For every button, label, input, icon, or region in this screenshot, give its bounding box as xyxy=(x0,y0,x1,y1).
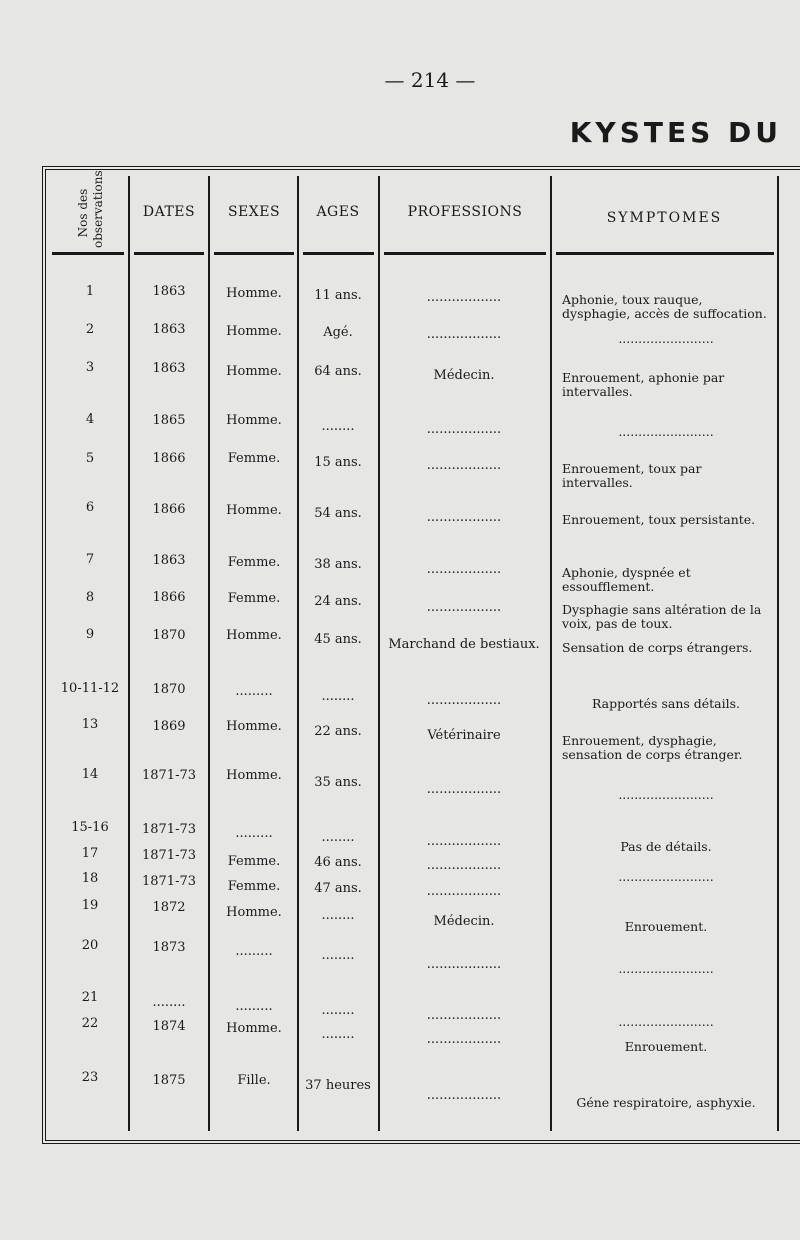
date-cell: 1866 xyxy=(152,590,186,605)
sex-cell: Femme. xyxy=(227,879,281,894)
obs-number: 1 xyxy=(85,284,95,299)
obs-number: 17 xyxy=(81,846,99,861)
sex-cell: Homme. xyxy=(226,503,282,518)
symptom-cell: Enrouement. xyxy=(624,919,708,934)
sex-cell: Homme. xyxy=(226,719,282,734)
age-cell: 15 ans. xyxy=(314,455,362,470)
sex-cell: ......... xyxy=(235,684,273,699)
header-observations-line1: Nos des xyxy=(76,188,90,238)
sex-cell: Femme. xyxy=(227,555,281,570)
date-cell: 1873 xyxy=(152,940,186,955)
header-professions: PROFESSIONS xyxy=(407,204,523,220)
date-cell: 1874 xyxy=(152,1019,186,1034)
obs-number: 19 xyxy=(81,898,99,913)
obs-number: 8 xyxy=(85,590,95,605)
symptom-cell: ........................ xyxy=(618,331,714,346)
column-divider xyxy=(208,176,210,1131)
profession-cell: .................. xyxy=(426,562,502,577)
date-cell: 1869 xyxy=(152,719,186,734)
symptom-cell: Enrouement, aphonie par intervalles. xyxy=(562,370,725,399)
obs-number: 10-11-12 xyxy=(60,681,120,696)
header-rule xyxy=(134,252,204,255)
profession-cell: .................. xyxy=(426,458,502,473)
sex-cell: Femme. xyxy=(227,854,281,869)
obs-number: 6 xyxy=(85,500,95,515)
header-observations-line2: observations xyxy=(91,170,105,248)
age-cell: ........ xyxy=(321,830,355,845)
column-divider xyxy=(297,176,299,1131)
date-cell: 1871-73 xyxy=(141,874,197,889)
profession-cell: .................. xyxy=(426,884,502,899)
profession-cell: .................. xyxy=(426,1088,502,1103)
age-cell: 46 ans. xyxy=(314,855,362,870)
column-divider xyxy=(378,176,380,1131)
sex-cell: Femme. xyxy=(227,591,281,606)
column-divider xyxy=(128,176,130,1131)
obs-number: 13 xyxy=(81,717,99,732)
age-cell: ........ xyxy=(321,1027,355,1042)
sex-cell: Homme. xyxy=(226,628,282,643)
age-cell: 54 ans. xyxy=(314,506,362,521)
obs-number: 2 xyxy=(85,322,95,337)
header-symptomes: SYMPTOMES xyxy=(606,210,723,226)
header-rule xyxy=(303,252,374,255)
age-cell: ........ xyxy=(321,908,355,923)
profession-cell: .................. xyxy=(426,693,502,708)
obs-number: 15-16 xyxy=(71,820,109,835)
date-cell: 1871-73 xyxy=(141,822,197,837)
symptom-cell: Aphonie, dyspnée et essoufflement. xyxy=(562,565,691,594)
profession-cell: .................. xyxy=(426,327,502,342)
profession-cell: .................. xyxy=(426,422,502,437)
symptom-cell: ........................ xyxy=(618,787,714,802)
date-cell: 1871-73 xyxy=(141,848,197,863)
symptom-cell: Enrouement, dysphagie, sensation de corps étranger. xyxy=(562,733,743,762)
age-cell: ........ xyxy=(321,1003,355,1018)
obs-number: 20 xyxy=(81,938,99,953)
profession-cell: .................. xyxy=(426,1032,502,1047)
age-cell: 47 ans. xyxy=(314,881,362,896)
column-divider xyxy=(777,176,779,1131)
sex-cell: Homme. xyxy=(226,1021,282,1036)
symptom-cell: Rapportés sans détails. xyxy=(591,696,741,711)
sex-cell: Homme. xyxy=(226,905,282,920)
date-cell: 1870 xyxy=(152,628,186,643)
running-title: KYSTES DU xyxy=(569,116,782,149)
header-ages: AGES xyxy=(316,204,360,220)
symptom-cell: ........................ xyxy=(618,1014,714,1029)
sex-cell: ......... xyxy=(235,944,273,959)
obs-number: 5 xyxy=(85,451,95,466)
symptom-cell: Enrouement, toux persistante. xyxy=(562,512,756,527)
profession-cell: Marchand de bestiaux. xyxy=(388,637,540,652)
profession-cell: .................. xyxy=(426,600,502,615)
header-sexes: SEXES xyxy=(227,204,281,220)
date-cell: 1863 xyxy=(152,322,186,337)
age-cell: 45 ans. xyxy=(314,632,362,647)
obs-number: 21 xyxy=(81,990,99,1005)
age-cell: 64 ans. xyxy=(314,364,362,379)
profession-cell: Vétérinaire xyxy=(427,728,501,743)
sex-cell: Fille. xyxy=(237,1073,271,1088)
date-cell: 1866 xyxy=(152,502,186,517)
age-cell: ........ xyxy=(321,419,355,434)
profession-cell: .................. xyxy=(426,957,502,972)
age-cell: 38 ans. xyxy=(314,557,362,572)
age-cell: 24 ans. xyxy=(314,594,362,609)
sex-cell: ......... xyxy=(235,826,273,841)
sex-cell: ......... xyxy=(235,999,273,1014)
symptom-cell: ........................ xyxy=(618,869,714,884)
header-rule xyxy=(556,252,774,255)
obs-number: 7 xyxy=(85,552,95,567)
symptom-cell: Sensation de corps étrangers. xyxy=(562,640,753,655)
profession-cell: .................. xyxy=(426,834,502,849)
date-cell: 1866 xyxy=(152,451,186,466)
symptom-cell: Enrouement. xyxy=(624,1039,708,1054)
age-cell: ........ xyxy=(321,689,355,704)
date-cell: ........ xyxy=(152,995,186,1010)
age-cell: Agé. xyxy=(323,325,353,340)
age-cell: 37 heures xyxy=(305,1078,371,1093)
date-cell: 1863 xyxy=(152,284,186,299)
header-rule xyxy=(214,252,294,255)
page-number: — 214 — xyxy=(384,68,476,92)
date-cell: 1871-73 xyxy=(141,768,197,783)
obs-number: 18 xyxy=(81,871,99,886)
symptom-cell: Enrouement, toux par intervalles. xyxy=(562,461,702,490)
profession-cell: .................. xyxy=(426,1008,502,1023)
profession-cell: .................. xyxy=(426,510,502,525)
profession-cell: Médecin. xyxy=(433,368,495,383)
sex-cell: Homme. xyxy=(226,364,282,379)
age-cell: 11 ans. xyxy=(314,288,362,303)
profession-cell: .................. xyxy=(426,782,502,797)
symptom-cell: Aphonie, toux rauque, dysphagie, accès de suffocation. xyxy=(562,292,767,321)
date-cell: 1870 xyxy=(152,682,186,697)
column-divider xyxy=(550,176,552,1131)
obs-number: 3 xyxy=(85,360,95,375)
profession-cell: .................. xyxy=(426,858,502,873)
date-cell: 1875 xyxy=(152,1073,186,1088)
age-cell: 22 ans. xyxy=(314,724,362,739)
age-cell: 35 ans. xyxy=(314,775,362,790)
sex-cell: Homme. xyxy=(226,413,282,428)
sex-cell: Femme. xyxy=(227,451,281,466)
age-cell: ........ xyxy=(321,948,355,963)
sex-cell: Homme. xyxy=(226,286,282,301)
header-observations xyxy=(56,170,126,248)
obs-number: 14 xyxy=(81,767,99,782)
symptom-cell: Pas de détails. xyxy=(620,839,712,854)
header-rule xyxy=(52,252,124,255)
header-dates: DATES xyxy=(142,204,196,220)
date-cell: 1863 xyxy=(152,553,186,568)
symptom-cell: Dysphagie sans altération de la voix, pas de toux. xyxy=(562,602,762,631)
date-cell: 1872 xyxy=(152,900,186,915)
symptom-cell: Géne respiratoire, asphyxie. xyxy=(576,1095,756,1110)
date-cell: 1863 xyxy=(152,361,186,376)
sex-cell: Homme. xyxy=(226,324,282,339)
profession-cell: Médecin. xyxy=(433,914,495,929)
obs-number: 9 xyxy=(85,627,95,642)
obs-number: 23 xyxy=(81,1070,99,1085)
obs-number: 4 xyxy=(85,412,95,427)
obs-number: 22 xyxy=(81,1016,99,1031)
profession-cell: .................. xyxy=(426,290,502,305)
header-rule xyxy=(384,252,546,255)
sex-cell: Homme. xyxy=(226,768,282,783)
symptom-cell: ........................ xyxy=(618,961,714,976)
symptom-cell: ........................ xyxy=(618,424,714,439)
date-cell: 1865 xyxy=(152,413,186,428)
